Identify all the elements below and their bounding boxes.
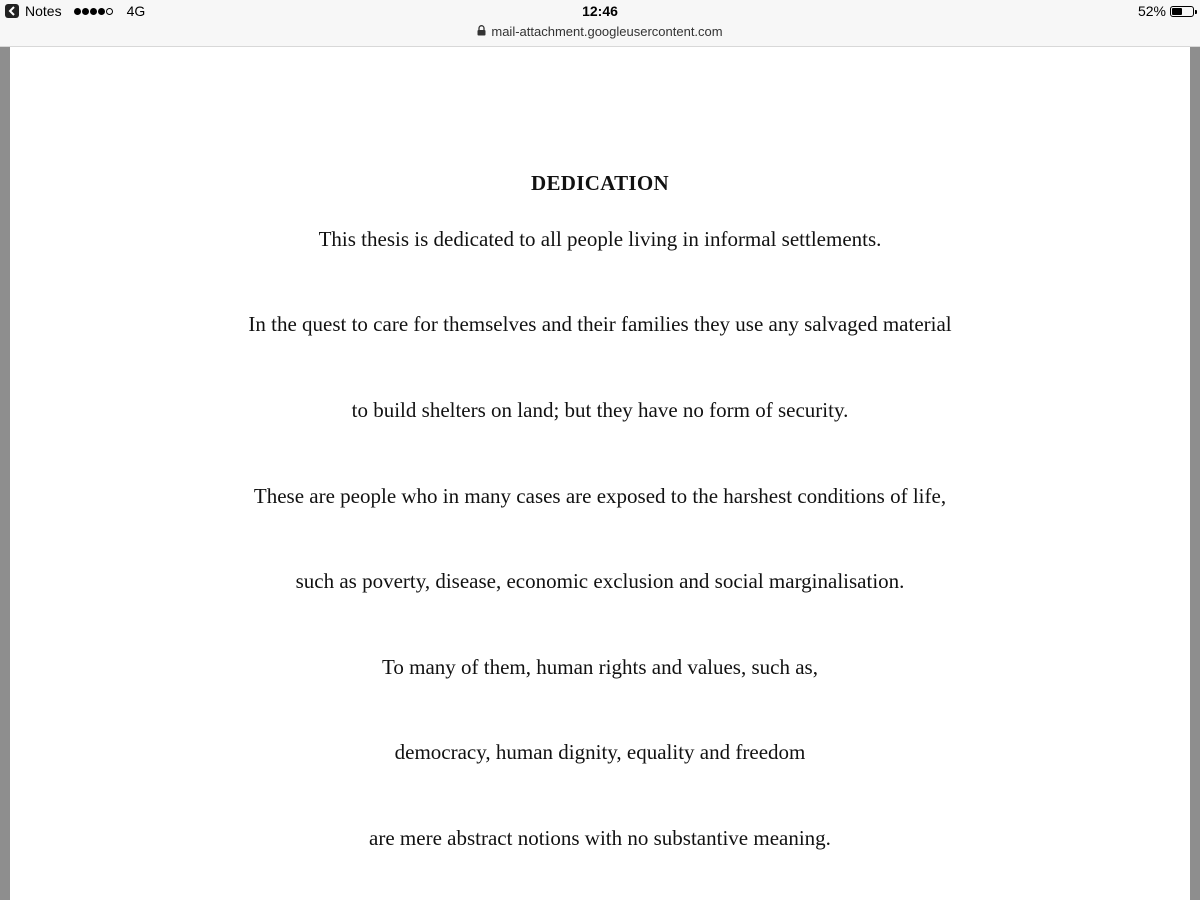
dedication-line-7: democracy, human dignity, equality and freedom bbox=[394, 740, 806, 764]
url-text[interactable]: mail-attachment.googleusercontent.com bbox=[491, 24, 723, 39]
lock-icon bbox=[477, 24, 486, 40]
network-type: 4G bbox=[126, 3, 146, 19]
document-page bbox=[10, 47, 1190, 900]
status-right bbox=[1138, 3, 1194, 19]
page-title: DEDICATION bbox=[531, 171, 669, 195]
dedication-line-2: In the quest to care for themselves and their families they use any salvaged material bbox=[248, 312, 952, 336]
battery-percent: 52% bbox=[1137, 3, 1166, 19]
document-viewer[interactable] bbox=[0, 47, 1200, 900]
viewer-gutter-left bbox=[0, 47, 10, 900]
battery-icon bbox=[1170, 6, 1194, 17]
dedication-line-6: To many of them, human rights and values, such as, bbox=[382, 655, 818, 679]
dedication-line-5: such as poverty, disease, economic exclusion and social marginalisation. bbox=[295, 569, 905, 593]
dedication-line-1: This thesis is dedicated to all people living in informal settlements. bbox=[318, 227, 882, 251]
dedication-line-3: to build shelters on land; but they have no form of security. bbox=[351, 398, 849, 422]
status-bar bbox=[0, 0, 1200, 24]
viewer-gutter-right bbox=[1190, 47, 1200, 900]
status-time: 12:46 bbox=[582, 3, 618, 19]
dedication-line-8: are mere abstract notions with no substantive meaning. bbox=[369, 826, 831, 850]
dedication-line-4: These are people who in many cases are exposed to the harshest conditions of life, bbox=[253, 484, 947, 508]
back-to-app-label[interactable]: Notes bbox=[25, 3, 62, 19]
address-bar[interactable] bbox=[0, 24, 1200, 47]
